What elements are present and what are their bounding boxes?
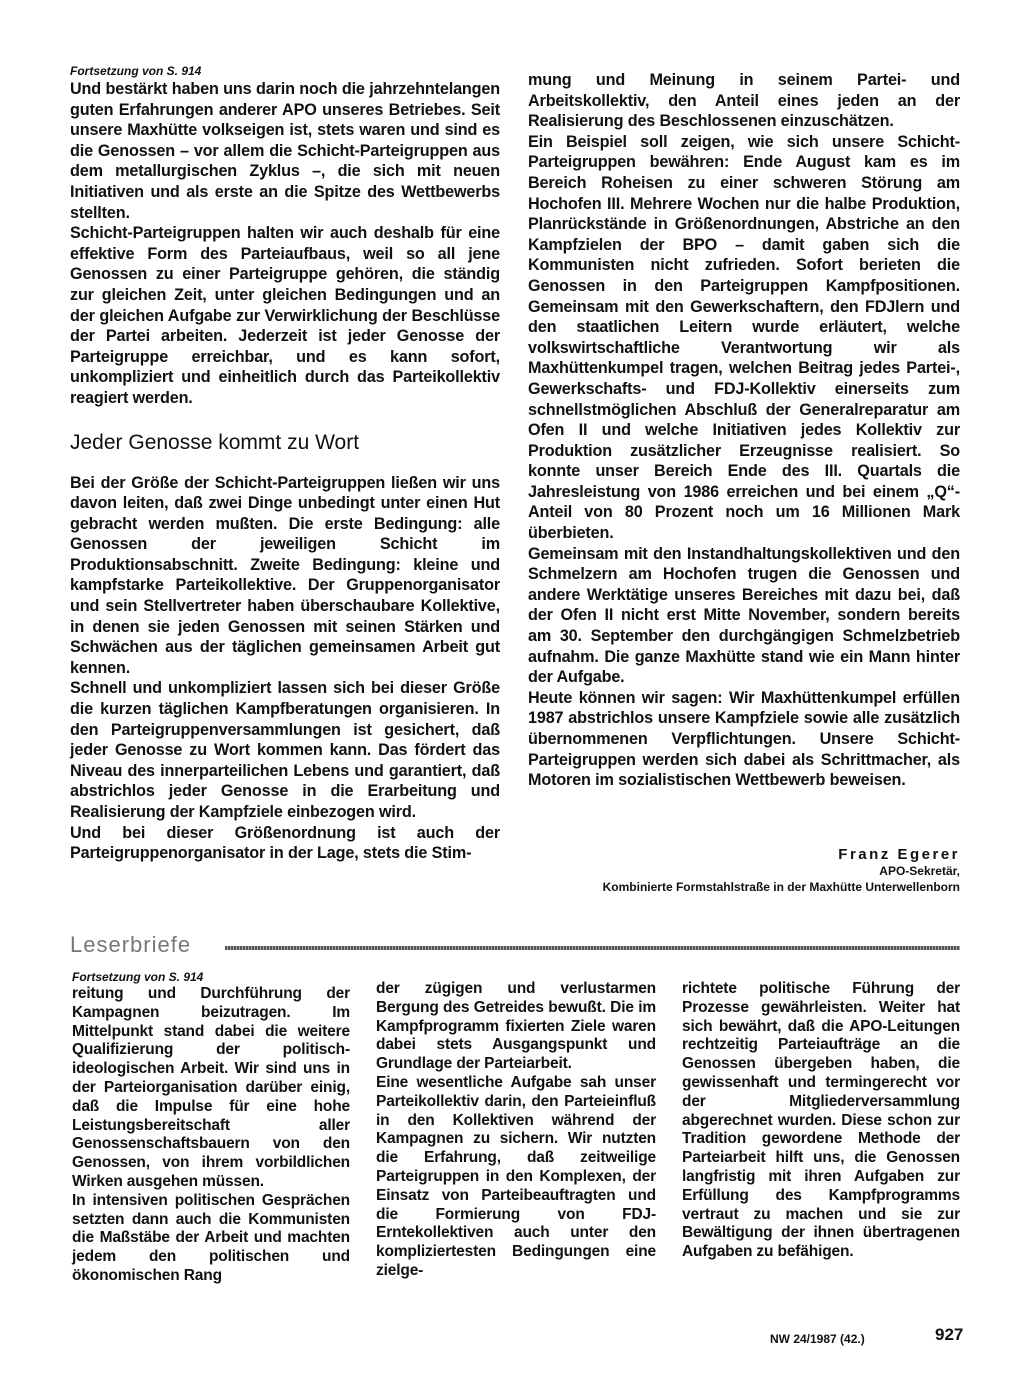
page-number: 927 bbox=[935, 1325, 964, 1344]
paragraph: mung und Meinung in seinem Partei- und Arbeitskollektiv, den Anteil eines jeden an der Realisierung des Beschlossenen einzuschätzen. bbox=[528, 71, 960, 131]
author-role: APO-Sekretär, bbox=[879, 864, 960, 878]
author-org: Kombinierte Formstahlstraße in der Maxhütte Unterwellenborn bbox=[602, 880, 960, 894]
paragraph: der zügigen und verlustarmen Bergung des Getreides bewußt. Die im Kampfprogramm fixierten Ziele waren dabei stets Ausgangspunkt und Grundlage der Parteiarbeit. bbox=[376, 980, 656, 1073]
paragraph: Schicht-Parteigruppen halten wir auch deshalb für eine effektive Form des Parteiaufbaus, weil so all jene Genossen zu einer Parteigruppe gehören, die ständig zur gleichen Zeit, unter gleichen Bedingungen und an der gleichen Aufgabe zur Verwirklichung der Beschlüsse der Partei arbeiten. Jederzeit ist jeder Genosse der Parteigruppe erreichbar, und es kann sofort, unkompliziert und einheitlich durch das Parteikollektiv reagiert werden. bbox=[70, 224, 500, 407]
paragraph: Gemeinsam mit den Instandhaltungskollektiven und den Schmelzern am Hochofen trugen die Genossen und andere Werktätige unseres Bereiches mit dazu bei, daß der Ofen II nicht erst Mitte November, sondern bereits am 30. September den durchgängigen Schmelzbetrieb aufnahm. Die ganze Maxhütte stand wie ein Mann hinter der Aufgabe. bbox=[528, 544, 960, 687]
paragraph: In intensiven politischen Gesprächen setzten dann auch die Kommunisten die Maßstäbe der Arbeit und machten jedem den politischen und ökonomischen Rang bbox=[72, 1191, 350, 1284]
paragraph: Bei der Größe der Schicht-Parteigruppen ließen wir uns davon leiten, daß zwei Dinge unbedingt unter einen Hut gebracht werden mußten. Die erste Bedingung: alle Genossen der jeweiligen Schicht im Produktionsabschnitt. Zweite Bedingung: kleine und kampfstarke Parteikollektive. Der Gruppenorganisator und sein Stellvertreter haben überschaubare Kollektive, in denen sie jeden Genossen mit seinen Stärken und Schwächen aus der täglichen gemeinsamen Arbeit gut kennen. bbox=[70, 473, 500, 677]
section-rule bbox=[225, 946, 960, 950]
author-name: Franz Egerer bbox=[838, 846, 960, 863]
issue-reference: NW 24/1987 (42.) bbox=[770, 1332, 865, 1346]
top-right-column bbox=[528, 70, 960, 791]
continued-note: Fortsetzung von S. 914 bbox=[72, 970, 204, 984]
bottom-column-2 bbox=[376, 980, 656, 1281]
paragraph: Heute können wir sagen: Wir Maxhüttenkumpel erfüllen 1987 abstrichlos unsere Kampfziele sowie alle zusätzlich übernommenen Verpflichtungen. Unsere Schicht-Parteigruppen werden sich dabei als Schrittmacher, als Motoren im sozialistischen Wettbewerb beweisen. bbox=[528, 688, 960, 790]
paragraph: richtete politische Führung der Prozesse gewährleisten. Weiter hat sich bewährt, daß die APO-Leitungen rechtzeitig Parteiaufträge an die Genossen übergeben haben, die gewissenhaft und termingerecht vor der Mitgliederversammlung abgerechnet wurden. Diese schon zur Tradition gewordene Methode der Parteiarbeit hilft uns, die Genossen langfristig mit ihren Aufgaben zur Erfüllung des Kampfprogramms vertraut zu machen und sie zur Bewältigung der ihnen übertragenen Aufgaben zu befähigen. bbox=[682, 980, 960, 1261]
paragraph: Und bestärkt haben uns darin noch die jahrzehntelangen guten Erfahrungen anderer APO unseres Betriebes. Seit unsere Maxhütte volkseigen ist, stets waren und sind es die Genossen – vor allem die Schicht-Parteigruppen aus dem metallurgischen Zyklus –, die sich mit neuen Initiativen und als erste an die Spitze des Wettbewerbs stellten. bbox=[70, 80, 500, 222]
signature bbox=[603, 846, 960, 895]
bottom-column-1 bbox=[72, 970, 350, 1286]
paragraph: reitung und Durchführung der Kampagnen beizutragen. Im Mittelpunkt stand dabei die weitere Qualifizierung der politisch-ideologischen Arbeit. Wir sind uns in der Parteiorganisation darüber einig, daß die Impulse für eine hohe Leistungsbereitschaft aller Genossenschaftsbauern von den Genossen, von ihrem vorbildlichen Wirken ausgehen müssen. bbox=[72, 985, 350, 1190]
paragraph: Und bei dieser Größenordnung ist auch der Parteigruppenorganisator in der Lage, stets die Stim- bbox=[70, 823, 500, 863]
paragraph: Ein Beispiel soll zeigen, wie sich unsere Schicht-Parteigruppen bewähren: Ende August kam es im Bereich Roheisen zu einer schweren Störung am Hochofen III. Mehrere Wochen nur die halbe Produktion, Planrückstände in Größenordnungen, Abstriche an den Kampfzielen der BPO – damit gaben sich die Kommunisten nicht zufrieden. Sofort berieten die Genossen in den Parteigruppen Kampfpositionen. Gemeinsam mit den Gewerkschaftern, den FDJlern und den staatlichen Leitern wurde erläutert, welche volkswirtschaftliche Verantwortung wir als Maxhüttenkumpel tragen, welchen Beitrag jedes Partei-, Gewerkschafts- und FDJ-Kollektiv einerseits zum schnellstmöglichen Abschluß der Generalreparatur am Ofen II und welche Initiativen jedes Kollektiv zur Produktion zusätzlicher Erzeugnisse realisiert. So konnte unser Bereich Ende des III. Quartals die Jahresleistung von 1986 erreichen und bei einem „Q“-Anteil von 80 Prozent noch um 16 Millionen Mark überbieten. bbox=[528, 132, 960, 543]
paragraph: Eine wesentliche Aufgabe sah unser Parteikollektiv darin, den Parteieinfluß in den Kollektiven während der Kampagnen zu sichern. Wir nutzten die Erfahrung, daß zeitweilige Parteigruppen in den Komplexen, der Einsatz von Parteibeauftragten und die Formierung von FDJ-Erntekollektiven auch unter den kompliziertesten Bedingungen eine zielge- bbox=[376, 1073, 656, 1279]
top-left-column bbox=[70, 64, 500, 864]
paragraph: Schnell und unkompliziert lassen sich bei dieser Größe die kurzen täglichen Kampfberatungen organisieren. In den Parteigruppenversammlungen ist gesichert, daß jeder Genosse zu Wort kommen kann. Das fördert das Niveau des innerparteilichen Lebens und garantiert, daß abstrichlos jeder Genosse in die Erarbeitung und Realisierung der Kampfziele einbezogen wird. bbox=[70, 679, 500, 821]
continued-note: Fortsetzung von S. 914 bbox=[70, 64, 202, 78]
bottom-column-3 bbox=[682, 980, 960, 1262]
section-title: Leserbriefe bbox=[70, 932, 192, 957]
subheading: Jeder Genosse kommt zu Wort bbox=[70, 430, 360, 454]
